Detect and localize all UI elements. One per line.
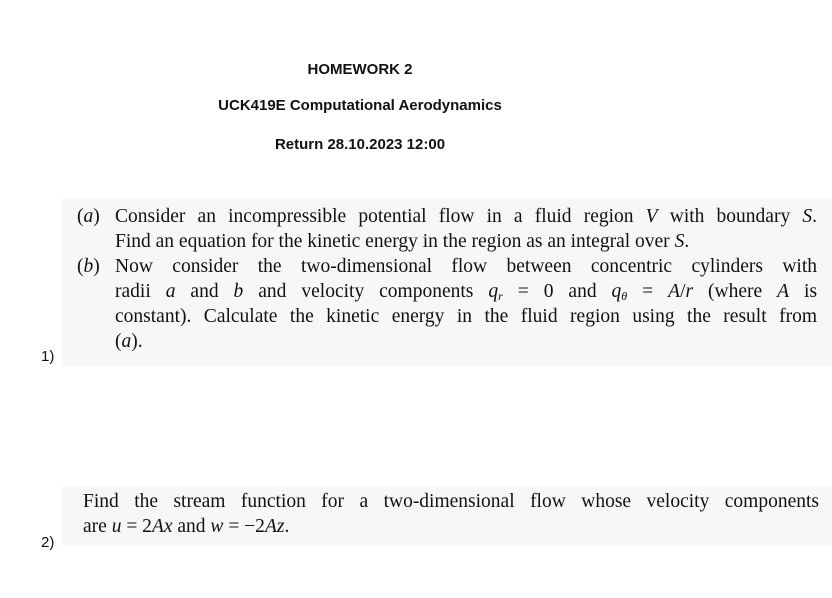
question-1-number: 1): [41, 348, 55, 365]
part-a-line-1: Consider an incompressible potential flow in a fluid region V with boundary S.: [115, 206, 817, 227]
question-2-image: [62, 486, 832, 546]
question-2-line-1: Find the stream function for a two-dimensional flow whose velocity components: [83, 491, 819, 512]
part-b-line-1: Now consider the two-dimensional flow between concentric cylinders with: [115, 256, 817, 277]
due-date: Return 28.10.2023 12:00: [274, 136, 446, 153]
part-b-line-4: (a).: [115, 331, 143, 352]
part-a-label: (a): [77, 206, 100, 227]
question-2-line-2: are u = 2Ax and w = −2Az.: [83, 516, 290, 537]
question-1-image: [62, 198, 832, 366]
part-a-line-2: Find an equation for the kinetic energy in the region as an integral over S.: [115, 231, 690, 252]
question-2-number: 2): [41, 534, 55, 551]
part-b-label: (b): [77, 256, 100, 277]
part-b-line-2: radii a and b and velocity components $q_r = 0$ and $q_\theta = A/r$ (where A is: [115, 281, 817, 303]
homework-title: HOMEWORK 2: [307, 61, 413, 78]
course-title: UCK419E Computational Aerodynamics: [218, 97, 502, 114]
part-b-line-3: constant). Calculate the kinetic energy in the fluid region using the result from: [115, 306, 817, 327]
